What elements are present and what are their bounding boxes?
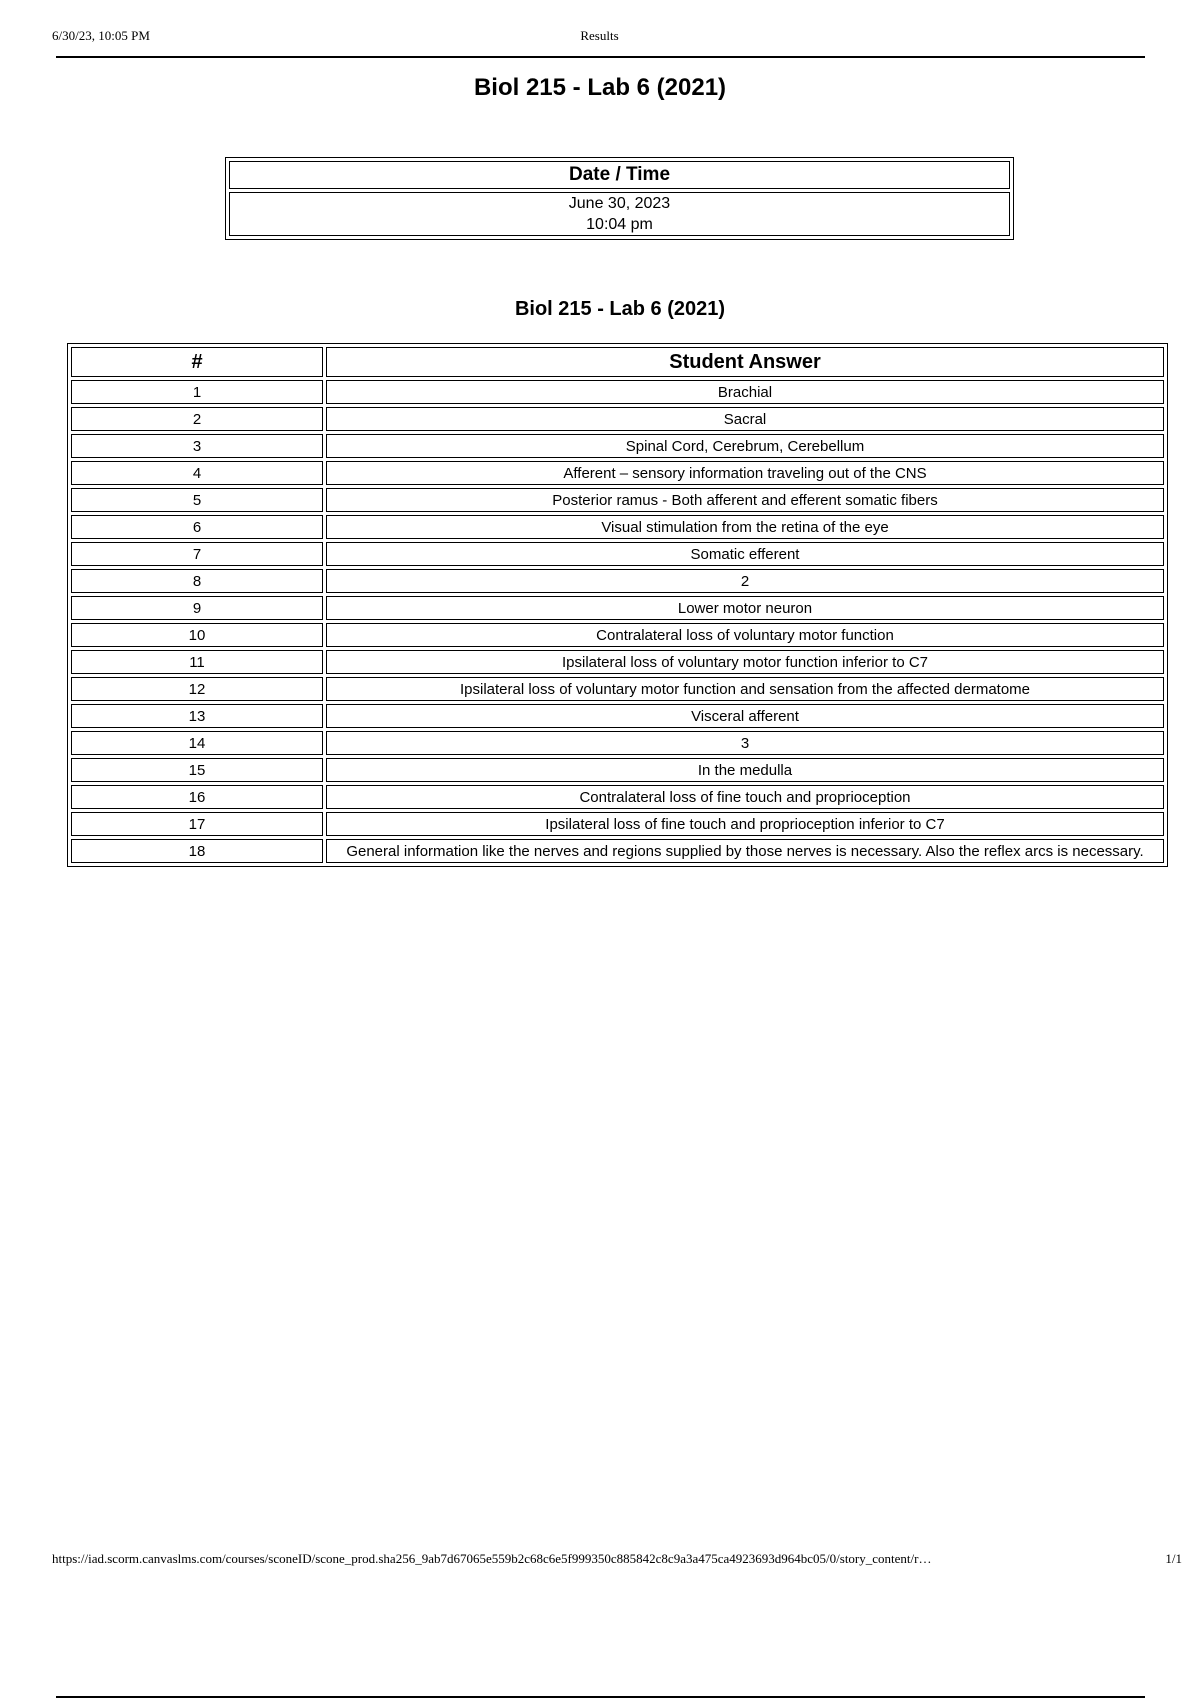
table-row	[71, 407, 1164, 431]
question-number: 16	[71, 785, 323, 809]
student-answer: Brachial	[326, 380, 1164, 404]
results-title: Biol 215 - Lab 6 (2021)	[514, 298, 726, 320]
question-number: 14	[71, 731, 323, 755]
table-row	[71, 380, 1164, 404]
results-header-row	[71, 347, 1164, 377]
student-answer: 3	[326, 731, 1164, 755]
question-number: 8	[71, 569, 323, 593]
table-row	[71, 596, 1164, 620]
footer-divider	[56, 1696, 1145, 1698]
table-row	[71, 461, 1164, 485]
print-header	[52, 28, 1147, 48]
table-row	[71, 434, 1164, 458]
student-answer: Contralateral loss of voluntary motor function	[326, 623, 1164, 647]
header-divider	[56, 56, 1145, 58]
table-row	[71, 785, 1164, 809]
table-row	[71, 488, 1164, 512]
student-answer: Posterior ramus - Both afferent and efferent somatic fibers	[326, 488, 1164, 512]
table-row	[71, 812, 1164, 836]
print-datetime: 6/30/23, 10:05 PM	[52, 28, 150, 43]
student-answer: Sacral	[326, 407, 1164, 431]
student-answer: Ipsilateral loss of voluntary motor function inferior to C7	[326, 650, 1164, 674]
question-number: 10	[71, 623, 323, 647]
table-row	[71, 569, 1164, 593]
question-number: 15	[71, 758, 323, 782]
student-answer: Ipsilateral loss of fine touch and proprioception inferior to C7	[326, 812, 1164, 836]
table-row	[71, 677, 1164, 701]
question-number: 2	[71, 407, 323, 431]
question-number: 12	[71, 677, 323, 701]
question-number: 5	[71, 488, 323, 512]
question-number: 18	[71, 839, 323, 863]
question-number: 1	[71, 380, 323, 404]
table-row	[71, 839, 1164, 863]
student-answer: Contralateral loss of fine touch and proprioception	[326, 785, 1164, 809]
results-table	[67, 343, 1168, 867]
table-row	[71, 704, 1164, 728]
question-number: 11	[71, 650, 323, 674]
table-row	[71, 650, 1164, 674]
student-answer: In the medulla	[326, 758, 1164, 782]
student-answer: Somatic efferent	[326, 542, 1164, 566]
date-time-table	[225, 157, 1014, 240]
date-time-header: Date / Time	[229, 161, 1010, 189]
table-row	[71, 758, 1164, 782]
date-time-cell	[229, 192, 1010, 236]
table-row	[71, 623, 1164, 647]
question-number: 3	[71, 434, 323, 458]
student-answer: General information like the nerves and regions supplied by those nerves is necessary. Also the reflex arcs is necessary.	[326, 839, 1164, 863]
column-header-answer: Student Answer	[326, 347, 1164, 377]
question-number: 6	[71, 515, 323, 539]
question-number: 9	[71, 596, 323, 620]
student-answer: 2	[326, 569, 1164, 593]
print-url: https://iad.scorm.canvaslms.com/courses/sconeID/scone_prod.sha256_9ab7d67065e559b2c68c6e5f999350c885842c8c9a3a475ca4923693d964bc05/0/story_content/r…	[52, 1551, 932, 1566]
document-title: Biol 215 - Lab 6 (2021)	[473, 74, 727, 101]
time-value: 10:04 pm	[586, 216, 653, 233]
print-page-title: Results	[580, 28, 619, 43]
student-answer: Visual stimulation from the retina of the eye	[326, 515, 1164, 539]
date-value: June 30, 2023	[568, 195, 671, 212]
student-answer: Afferent – sensory information traveling out of the CNS	[326, 461, 1164, 485]
question-number: 4	[71, 461, 323, 485]
question-number: 7	[71, 542, 323, 566]
question-number: 17	[71, 812, 323, 836]
student-answer: Spinal Cord, Cerebrum, Cerebellum	[326, 434, 1164, 458]
student-answer: Lower motor neuron	[326, 596, 1164, 620]
print-page-number: 1/1	[1165, 1551, 1182, 1566]
student-answer: Ipsilateral loss of voluntary motor function and sensation from the affected dermatome	[326, 677, 1164, 701]
question-number: 13	[71, 704, 323, 728]
table-row	[71, 542, 1164, 566]
table-row	[71, 515, 1164, 539]
table-row	[71, 731, 1164, 755]
column-header-number: #	[71, 347, 323, 377]
student-answer: Visceral afferent	[326, 704, 1164, 728]
results-body	[71, 380, 1164, 863]
